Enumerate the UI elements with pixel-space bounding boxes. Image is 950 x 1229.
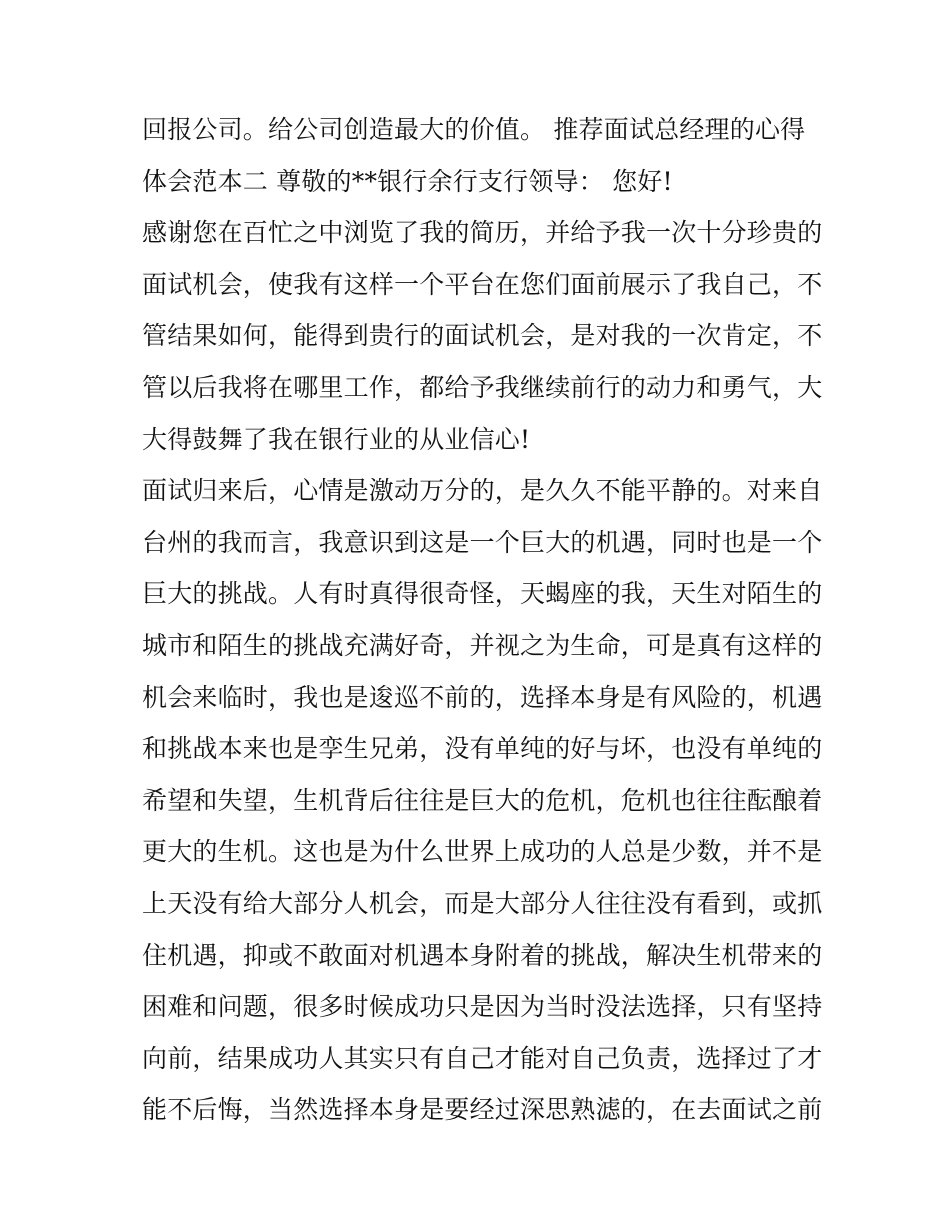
text-line: 体会范本二 尊敬的**银行余行支行领导： 您好! bbox=[142, 166, 673, 196]
document-body bbox=[142, 104, 822, 1136]
text-line: 回报公司。给公司创造最大的价值。 推荐面试总经理的心得 bbox=[142, 115, 806, 144]
text-line: 台州的我而言，我意识到这是一个巨大的机遇，同时也是一个 bbox=[142, 527, 822, 557]
text-line: 上天没有给大部分人机会，而是大部分人往往没有看到，或抓 bbox=[142, 888, 822, 918]
text-line: 城市和陌生的挑战充满好奇，并视之为生命，可是真有这样的 bbox=[142, 630, 822, 660]
text-line: 困难和问题，很多时候成功只是因为当时没法选择，只有坚持 bbox=[142, 992, 822, 1022]
text-line: 向前，结果成功人其实只有自己才能对自己负责，选择过了才 bbox=[142, 1043, 822, 1073]
text-line: 面试归来后，心情是激动万分的，是久久不能平静的。对来自 bbox=[142, 476, 822, 506]
text-line: 巨大的挑战。人有时真得很奇怪，天蝎座的我，天生对陌生的 bbox=[142, 579, 822, 609]
text-line: 面试机会，使我有这样一个平台在您们面前展示了我自己，不 bbox=[142, 269, 822, 299]
text-line: 能不后悔，当然选择本身是要经过深思熟滤的，在去面试之前 bbox=[142, 1095, 822, 1125]
text-line: 管结果如何，能得到贵行的面试机会，是对我的一次肯定，不 bbox=[142, 321, 822, 351]
text-line: 感谢您在百忙之中浏览了我的简历，并给予我一次十分珍贵的 bbox=[142, 218, 822, 248]
text-line: 和挑战本来也是孪生兄弟，没有单纯的好与坏，也没有单纯的 bbox=[142, 734, 822, 764]
text-line: 更大的生机。这也是为什么世界上成功的人总是少数，并不是 bbox=[142, 837, 822, 867]
text-line: 机会来临时，我也是逡巡不前的，选择本身是有风险的，机遇 bbox=[142, 682, 822, 712]
text-line: 大得鼓舞了我在银行业的从业信心! bbox=[142, 424, 531, 454]
text-line: 住机遇，抑或不敢面对机遇本身附着的挑战，解决生机带来的 bbox=[142, 940, 822, 970]
text-line: 管以后我将在哪里工作，都给予我继续前行的动力和勇气，大 bbox=[142, 372, 822, 402]
text-line: 希望和失望，生机背后往往是巨大的危机，危机也往往酝酿着 bbox=[142, 785, 822, 815]
